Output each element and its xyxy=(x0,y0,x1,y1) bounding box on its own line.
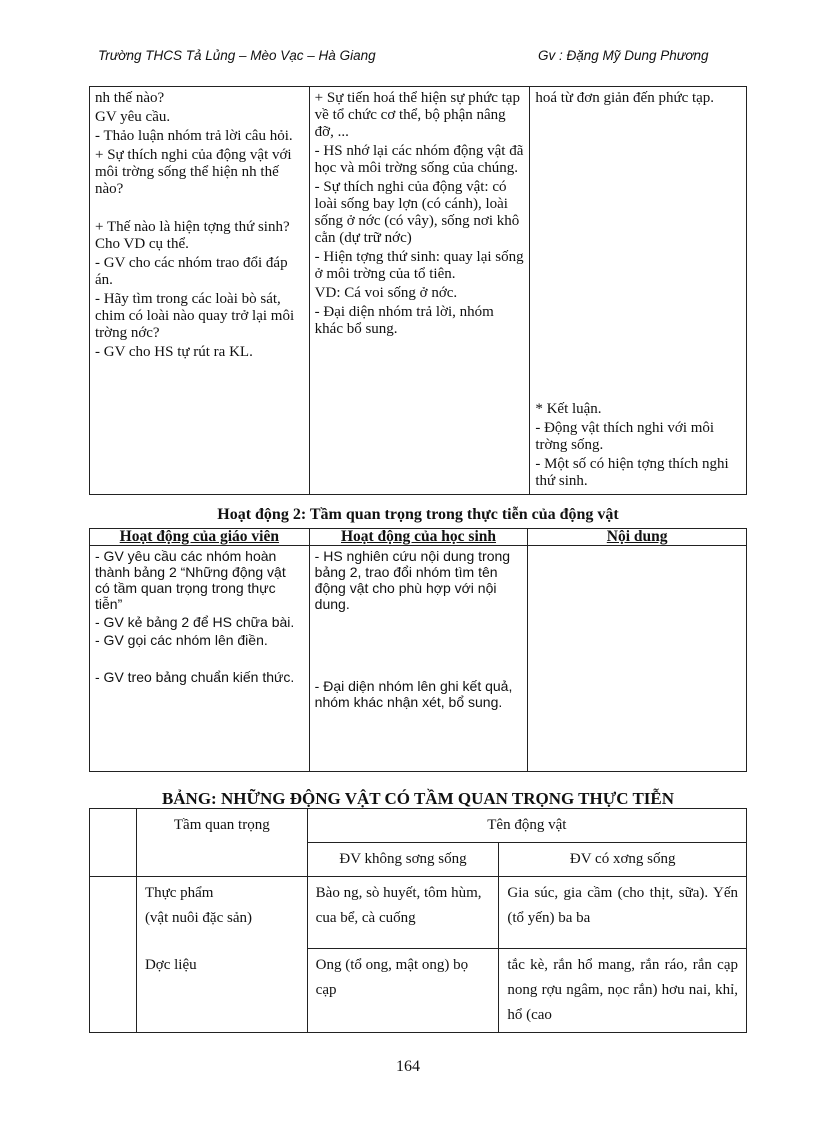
text-line: - GV kẻ bảng 2 để HS chữa bài. xyxy=(95,614,295,630)
text-line: - GV cho HS tự rút ra KL. xyxy=(95,344,253,360)
text-line: - Đại diện nhóm trả lời, nhóm khác bổ sung. xyxy=(314,304,494,337)
text-line: VD: Cá voi sống ở nớc. xyxy=(314,285,458,301)
column-header: Hoạt động của giáo viên xyxy=(90,529,310,546)
text-line: Thực phẩm xyxy=(144,885,214,901)
vertebrate-cell: tắc kè, rắn hổ mang, rắn ráo, rắn cạp nong rợu ngâm, nọc rắn) hơu nai, khỉ, hổ (cao xyxy=(499,949,747,1033)
text-line: - GV gọi các nhóm lên điền. xyxy=(95,632,268,648)
header-animal-names: Tên động vật xyxy=(307,809,746,843)
table-title: BẢNG: NHỮNG ĐỘNG VẬT CÓ TẦM QUAN TRỌNG THỰC TIỄN xyxy=(161,789,675,808)
blank-cell xyxy=(90,809,137,877)
text-line: - Một số có hiện tợng thích nghi thứ sinh. xyxy=(535,456,729,489)
spacer xyxy=(95,650,304,667)
text-line: - Thảo luận nhóm trả lời câu hỏi. xyxy=(95,128,293,144)
text-line: (vật nuôi đặc sản) xyxy=(144,910,252,926)
student-activity-cell xyxy=(309,87,530,495)
teacher-activity-cell xyxy=(90,546,310,772)
page-number: 164 xyxy=(396,1058,420,1075)
text-line: - Đại diện nhóm lên ghi kết quả, nhóm khác nhận xét, bổ sung. xyxy=(314,678,513,710)
text-line: - Sự thích nghi của động vật: có loài sống bay lợn (có cánh), loài sống ở nớc (có vây), sống nơi khô cằn (dự trữ nớc) xyxy=(314,179,520,246)
blank-cell xyxy=(90,877,137,1033)
lesson-table-continued xyxy=(89,86,747,495)
importance-cell xyxy=(136,877,307,949)
text-line: GV yêu cầu. xyxy=(95,109,171,125)
text-line: hoá từ đơn giản đến phức tạp. xyxy=(535,90,715,106)
content-cell xyxy=(530,87,747,495)
text-line: - HS nghiên cứu nội dung trong bảng 2, trao đổi nhóm tìm tên động vật cho phù hợp với nội dung. xyxy=(314,548,511,612)
text-line: - Động vật thích nghi với môi trờng sống. xyxy=(535,420,715,453)
important-animals-table xyxy=(89,808,747,1033)
text-line: - GV cho các nhóm trao đổi đáp án. xyxy=(95,255,288,288)
school-name: Trường THCS Tả Lủng – Mèo Vạc – Hà Giang xyxy=(98,48,376,63)
activity-2-title: Hoạt động 2: Tầm quan trọng trong thực tiễn của động vật xyxy=(217,506,619,523)
text-line: + Thế nào là hiện tợng thứ sinh? Cho VD cụ thể. xyxy=(95,219,290,252)
conclusion-heading: * Kết luận. xyxy=(535,401,602,417)
invertebrate-cell: Ong (tổ ong, mật ong) bọ cạp xyxy=(307,949,499,1033)
header-importance: Tầm quan trọng xyxy=(136,809,307,877)
spacer xyxy=(95,200,304,217)
text-line: - GV yêu cầu các nhóm hoàn thành bảng 2 “Những động vật có tầm quan trọng trong thực tiễn” xyxy=(95,548,286,612)
page-header xyxy=(98,48,726,68)
content-cell xyxy=(528,546,747,772)
header-invertebrates: ĐV không sơng sống xyxy=(307,843,499,877)
vertebrate-cell: Gia súc, gia cầm (cho thịt, sữa). Yến (tổ yến) ba ba xyxy=(499,877,747,949)
column-header: Nội dung xyxy=(528,529,747,546)
text-line: - HS nhớ lại các nhóm động vật đã học và môi trờng sống của chúng. xyxy=(314,143,524,176)
text-line: - GV treo bảng chuẩn kiến thức. xyxy=(95,669,295,685)
invertebrate-cell: Bào ng, sò huyết, tôm hùm, cua bể, cà cuống xyxy=(307,877,499,949)
teacher-activity-cell xyxy=(90,87,310,495)
header-vertebrates: ĐV có xơng sống xyxy=(499,843,747,877)
text-line: - Hãy tìm trong các loài bò sát, chim có loài nào quay trở lại môi trờng nớc? xyxy=(95,291,295,341)
activity-2-table xyxy=(89,528,747,772)
importance-cell xyxy=(136,949,307,1033)
column-header: Hoạt động của học sinh xyxy=(309,529,528,546)
text-line: + Sự thích nghi của động vật với môi trờng sống thể hiện nh thế nào? xyxy=(95,147,292,197)
student-activity-cell xyxy=(309,546,528,772)
text-line: nh thế nào? xyxy=(95,90,165,106)
teacher-name: Gv : Đặng Mỹ Dung Phương xyxy=(538,48,709,63)
text-line: Dợc liệu xyxy=(144,956,197,973)
text-line: - Hiện tợng thứ sinh: quay lại sống ở môi trờng của tổ tiên. xyxy=(314,249,524,282)
text-line: + Sự tiến hoá thể hiện sự phức tạp về tổ chức cơ thể, bộ phận nâng đỡ, ... xyxy=(314,90,520,140)
